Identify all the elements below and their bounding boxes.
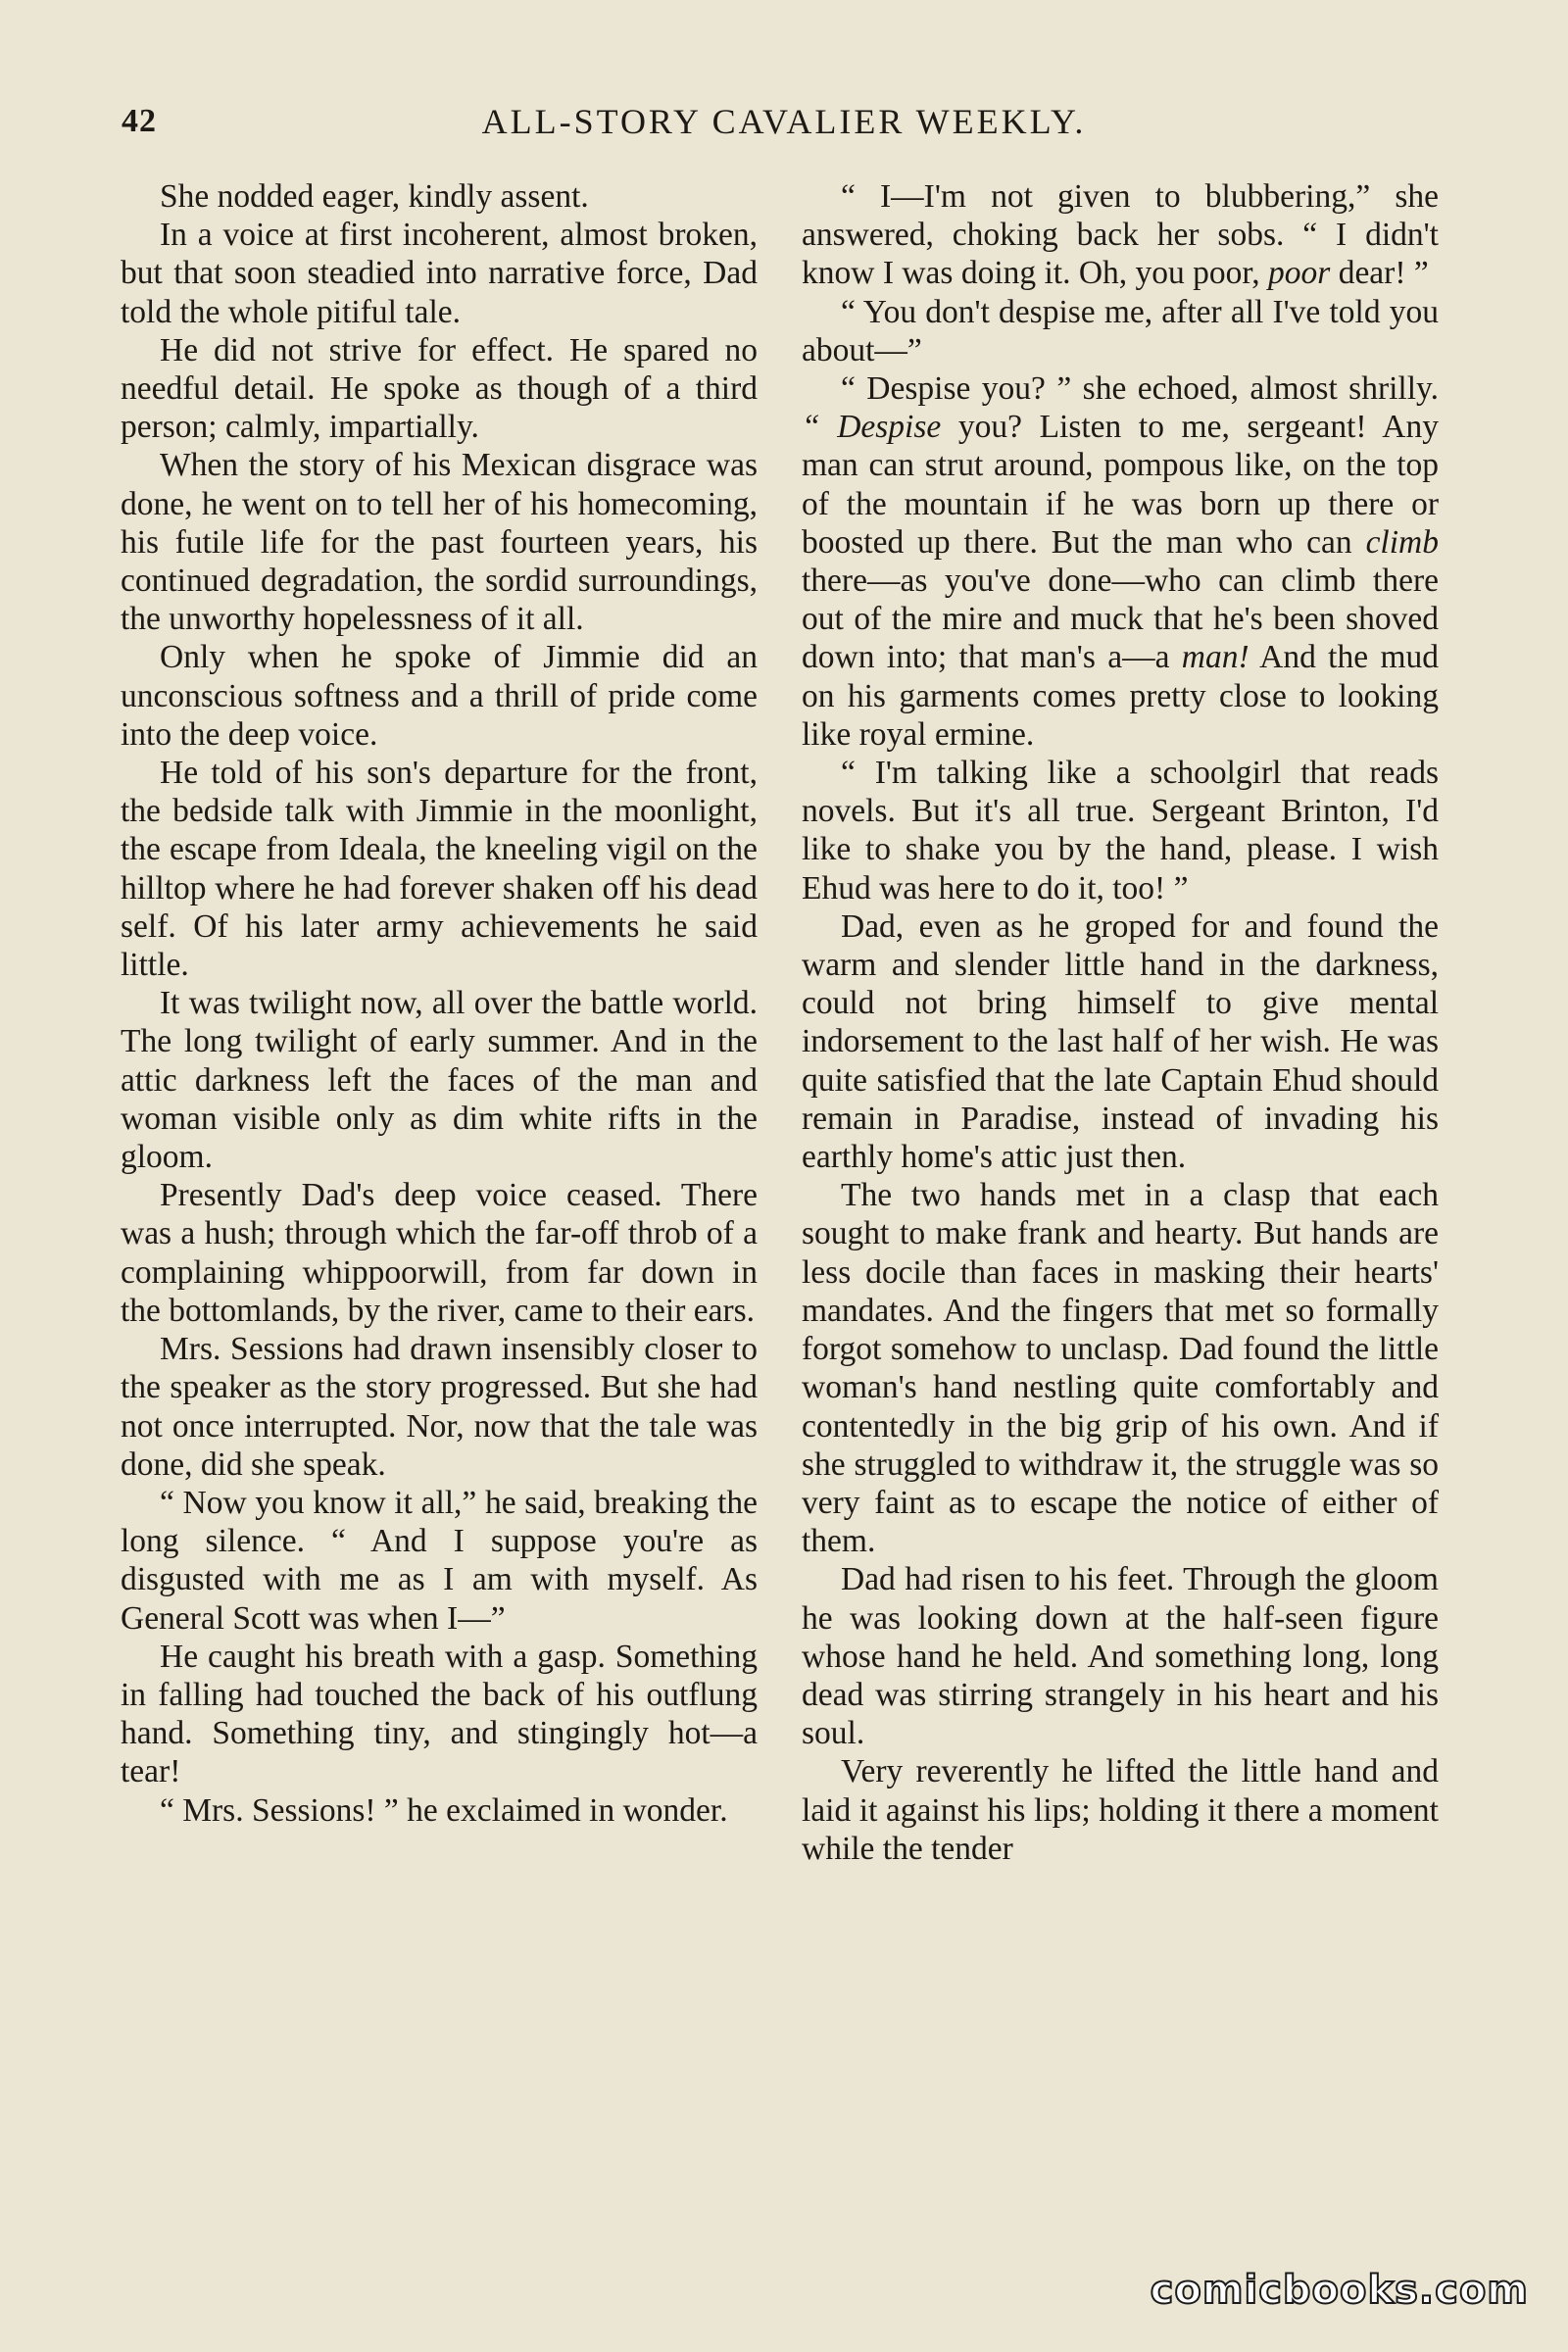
paragraph — [802, 369, 1439, 754]
paragraph: When the story of his Mexican disgrace was done, he went on to tell her of his homecoming, his futile life for the past fourteen years, his continued degradation, the sordid surroundings, the unworthy hopelessness of it all. — [121, 447, 758, 638]
text-run: there—as you've done—who can climb there out of the mire and muck that he's been shoved down into; that man's a—a — [802, 563, 1439, 676]
paragraph: Very reverently he lifted the little hand and laid it against his lips; holding it there a moment while the tender — [802, 1753, 1439, 1867]
paragraph: He caught his breath with a gasp. Something in falling had touched the back of his outflung hand. Something tiny, and stingingly hot—a tear! — [121, 1638, 758, 1790]
text-run: And the mud on his garments comes pretty close to looking like royal ermine. — [802, 639, 1440, 753]
paragraph: “ Mrs. Sessions! ” he exclaimed in wonder. — [160, 1791, 728, 1829]
emphasis: climb — [1365, 523, 1439, 561]
right-column — [802, 177, 1439, 1868]
paragraph — [802, 177, 1439, 293]
paragraph: Dad had risen to his feet. Through the gloom he was looking down at the half-seen figure whose hand he held. And something long, long dead was stirring strangely in his heart and his soul. — [802, 1561, 1439, 1752]
paragraph: It was twilight now, all over the battle world. The long twilight of early summer. And in the attic darkness left the faces of the man and woman visible only as dim white rifts in the gloom. — [121, 985, 758, 1176]
paragraph: “ I'm talking like a schoolgirl that reads novels. But it's all true. Sergeant Brinton, I'd like to shake you by the hand, please. I wish Ehud was here to do it, too! ” — [802, 755, 1439, 906]
emphasis: man! — [1181, 639, 1250, 676]
paragraph: She nodded eager, kindly assent. — [160, 178, 589, 215]
left-column — [121, 177, 758, 1830]
paragraph: Mrs. Sessions had drawn insensibly closer to the speaker as the story progressed. But she had not once interrupted. Nor, now that the tale was done, did she speak. — [121, 1331, 758, 1483]
paragraph: In a voice at first incoherent, almost broken, but that soon steadied into narrative force, Dad told the whole pitiful tale. — [121, 217, 758, 330]
paragraph: He told of his son's departure for the front, the bedside talk with Jimmie in the moonlight, the escape from Ideala, the kneeling vigil on the hilltop where he had forever shaken off his dead self. Of his later army achievements he said little. — [121, 755, 758, 984]
running-head: ALL-STORY CAVALIER WEEKLY. — [481, 102, 1087, 141]
text-run: dear! ” — [1330, 255, 1429, 292]
text-run: “ Despise you? ” she echoed, almost shrilly. — [841, 370, 1439, 408]
text-run: you? Listen to me, sergeant! Any man can strut around, pompous like, on the top of the mountain if he was born up there or boosted up there. But the man who can — [802, 409, 1439, 561]
paragraph: The two hands met in a clasp that each sought to make frank and hearty. But hands are less docile than faces in masking their hearts' mandates. And the fingers that met so formally forgot somehow to unclasp. Dad found the little woman's hand nestling quite comfortably and contentedly in the big grip of his own. And if she struggled to withdraw it, the struggle was so very faint as to escape the notice of either of them. — [802, 1177, 1439, 1560]
text-run: “ I—I'm not given to blubbering,” she answered, choking back her sobs. “ I didn't know I was doing it. Oh, you poor, — [802, 178, 1439, 292]
emphasis: poor — [1268, 255, 1331, 292]
paragraph: “ You don't despise me, after all I've told you about—” — [802, 293, 1439, 368]
paragraph: Only when he spoke of Jimmie did an unconscious softness and a thrill of pride come into the deep voice. — [121, 639, 758, 753]
watermark: comicbooks.com — [1150, 2268, 1529, 2313]
paragraph: Dad, even as he groped for and found the warm and slender little hand in the darkness, could not bring himself to give mental indorsement to the last half of her wish. He was quite satisfied that the late Captain Ehud should remain in Paradise, instead of invading his earthly home's attic just then. — [802, 907, 1439, 1176]
page-number: 42 — [122, 103, 157, 139]
paragraph: Presently Dad's deep voice ceased. There was a hush; through which the far-off throb of a complaining whippoorwill, from far down in the bottomlands, by the river, came to their ears. — [121, 1177, 758, 1329]
paragraph: He did not strive for effect. He spared no needful detail. He spoke as though of a third person; calmly, impartially. — [121, 331, 758, 446]
paragraph: “ Now you know it all,” he said, breaking the long silence. “ And I suppose you're as disgusted with me as I am with myself. As General Scott was when I—” — [121, 1484, 758, 1637]
emphasis: “ Despise — [802, 409, 942, 446]
